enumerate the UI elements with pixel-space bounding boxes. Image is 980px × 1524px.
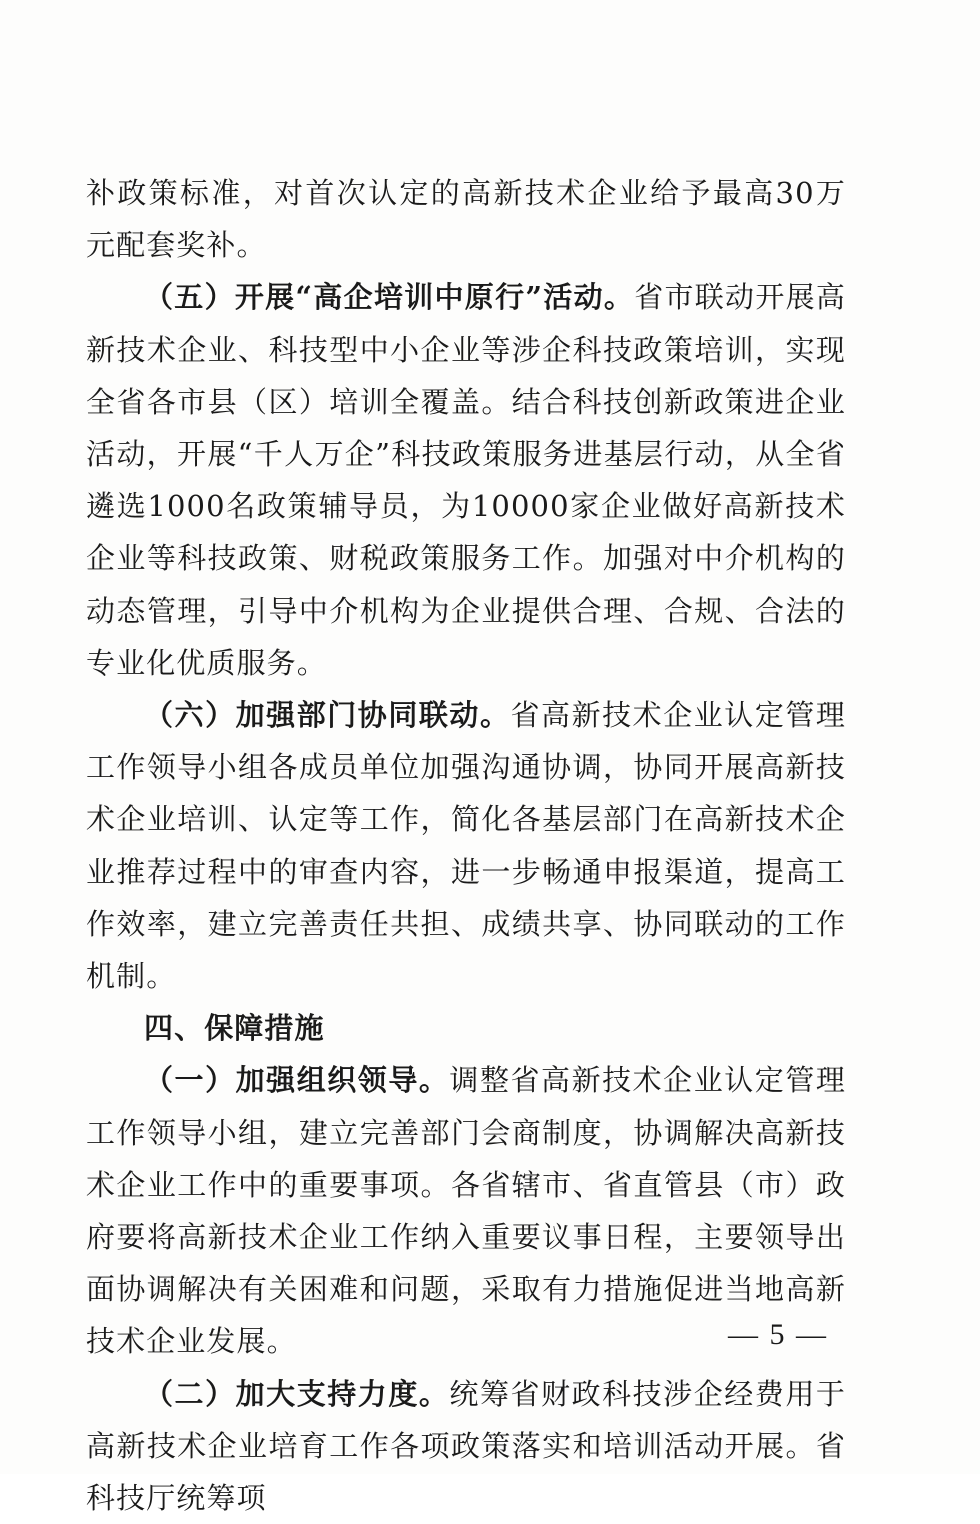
paragraph-item-6 — [86, 689, 846, 1002]
paragraph-lead: （六）加强部门协同联动。 — [144, 698, 511, 733]
paragraph-text: 调整省高新技术企业认定管理工作领导小组，建立完善部门会商制度，协调解决高新技术企业工作中的重要事项。各省辖市、省直管县（市）政府要将高新技术企业工作纳入重要议事日程，主要领导出面协调解决有关困难和问题，采取有力措施促进当地高新技术企业发展。 — [86, 1063, 846, 1359]
page-number: — 5 — — [728, 1318, 828, 1351]
paragraph-text: 补政策标准，对首次认定的高新技术企业给予最高30万元配套奖补。 — [86, 176, 846, 263]
paragraph-text: 省高新技术企业认定管理工作领导小组各成员单位加强沟通协调，协同开展高新技术企业培训、认定等工作，简化各基层部门在高新技术企业推荐过程中的审查内容，进一步畅通申报渠道，提高工作效率，建立完善责任共担、成绩共享、协同联动的工作机制。 — [86, 698, 847, 994]
paragraph-text: 省市联动开展高新技术企业、科技型中小企业等涉企科技政策培训，实现全省各市县（区）培训全覆盖。结合科技创新政策进企业活动，开展“千人万企”科技政策服务进基层行动，从全省遴选1000名政策辅导员，为10000家企业做好高新技术企业等科技政策、财税政策服务工作。加强对中介机构的动态管理，引导中介机构为企业提供合理、合规、合法的专业化优质服务。 — [86, 280, 847, 680]
paragraph-text: 统筹省财政科技涉企经费用于高新技术企业培育工作各项政策落实和培训活动开展。省科技厅统筹项 — [86, 1376, 846, 1516]
paragraph-lead: （五）开展“高企培训中原行”活动。 — [144, 280, 635, 315]
paragraph-lead: （二）加大支持力度。 — [144, 1376, 450, 1411]
paragraph-item-2 — [86, 1368, 846, 1524]
paragraph-lead: （一）加强组织领导。 — [144, 1063, 450, 1098]
paragraph-item-5 — [86, 271, 846, 689]
paragraph-continuation — [86, 167, 846, 271]
section-heading: 四、保障措施 — [144, 1011, 325, 1046]
